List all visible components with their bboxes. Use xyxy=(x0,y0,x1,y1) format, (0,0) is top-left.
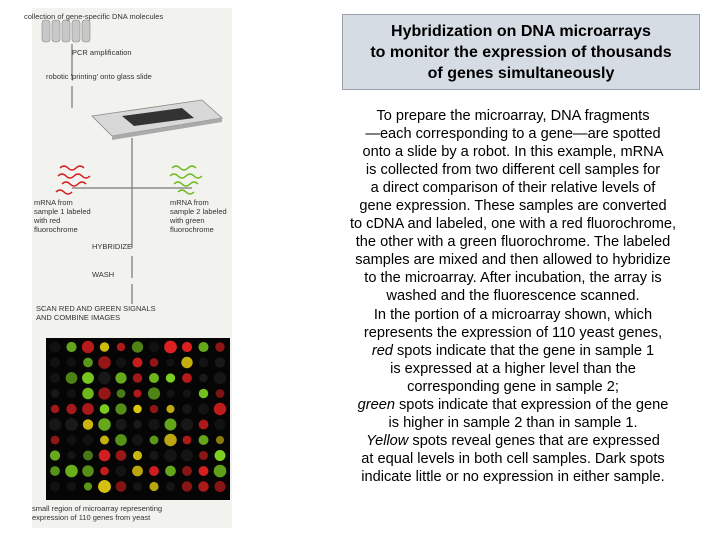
microarray-spot xyxy=(83,435,94,446)
title-line: Hybridization on DNA microarrays xyxy=(391,22,651,40)
body-text-span: To prepare the microarray, DNA fragments xyxy=(376,108,650,124)
microarray-spot xyxy=(132,466,143,477)
body-text-span: indicate little or no expression in either sample. xyxy=(361,468,665,485)
microarray-spot xyxy=(51,389,60,398)
microarray-spot xyxy=(148,419,159,430)
microarray-spot xyxy=(67,482,77,492)
body-text-span: In the portion of a microarray shown, which xyxy=(373,306,653,323)
title-line: of genes simultaneously xyxy=(427,64,615,82)
body-line xyxy=(308,414,718,432)
body-text-span: gene expression. These samples are converted xyxy=(359,198,667,215)
microarray-spot xyxy=(199,466,209,476)
microarray-spot xyxy=(83,451,93,461)
microarray-spot xyxy=(149,373,159,383)
body-line xyxy=(308,233,718,251)
microarray-spot xyxy=(214,481,225,492)
microarray-spot xyxy=(181,357,192,368)
microarray-spot xyxy=(198,404,209,415)
microarray-spot xyxy=(199,420,209,430)
microarray-spot xyxy=(115,434,127,446)
microarray-spot xyxy=(214,372,226,384)
microarray-spot xyxy=(183,389,191,397)
microarray-spot xyxy=(166,389,174,397)
microarray-spot xyxy=(149,451,158,460)
microarray-spot xyxy=(98,356,111,369)
microarray-spot xyxy=(83,419,93,429)
microarray-spot xyxy=(116,481,127,492)
microarray-spot xyxy=(133,373,143,383)
hybridize-label: HYBRIDIZE xyxy=(92,242,133,251)
microarray-spot xyxy=(49,418,62,431)
body-text-span: at equal levels in both cell samples. Dark spots xyxy=(361,450,665,467)
body-line xyxy=(308,360,718,378)
microarray-spot xyxy=(164,341,177,354)
microarray-spot xyxy=(51,405,59,413)
microarray-spot xyxy=(199,358,209,368)
pcr-label: PCR amplification xyxy=(72,48,132,57)
microarray-spot xyxy=(133,405,141,413)
microarray-spot xyxy=(100,467,109,476)
microarray-spot xyxy=(215,450,226,461)
microarray-spot xyxy=(98,387,110,399)
body-line xyxy=(308,342,718,360)
microarray-spot xyxy=(198,342,208,352)
dna-tubes-icon xyxy=(42,20,90,42)
microarray-spot xyxy=(215,357,225,367)
microarray-spot xyxy=(116,357,126,367)
microarray-spot xyxy=(82,388,94,400)
microarray-spot xyxy=(50,342,61,353)
microarray-spot xyxy=(82,372,94,384)
microarray-spot xyxy=(214,419,225,430)
body-line xyxy=(308,287,718,305)
microarray-spot xyxy=(66,404,76,414)
microarray-spot xyxy=(98,480,111,493)
body-text-span: onto a slide by a robot. In this example, mRNA xyxy=(362,144,664,161)
microarray-spot xyxy=(150,436,159,445)
microarray-spot xyxy=(132,357,142,367)
microarray-spot xyxy=(117,389,126,398)
microarray-spot xyxy=(150,358,159,367)
microarray-spot xyxy=(51,436,60,445)
body-text-span: is expressed at a higher level than the xyxy=(390,360,636,377)
scan-label: SCAN RED AND GREEN SIGNALS AND COMBINE IMAGES xyxy=(36,304,156,322)
microarray-spot xyxy=(82,403,94,415)
body-text-span: —each corresponding to a gene—are spotted xyxy=(365,126,661,143)
microarray-spot xyxy=(84,482,92,490)
body-line xyxy=(308,179,718,197)
microarray-spot xyxy=(133,389,141,397)
body-text xyxy=(308,107,718,486)
body-emphasis: green xyxy=(357,396,395,413)
green-mrna-icon xyxy=(170,166,202,194)
body-emphasis: red xyxy=(371,342,393,359)
microarray-spot xyxy=(133,451,142,460)
body-line xyxy=(308,324,718,342)
microarray-spot xyxy=(216,436,224,444)
microarray-spot xyxy=(133,420,141,428)
microarray-spot xyxy=(116,450,127,461)
body-line xyxy=(308,107,718,125)
body-line xyxy=(308,306,718,324)
microarray-spot xyxy=(65,418,78,431)
microarray-spots xyxy=(46,338,230,500)
microarray-spot xyxy=(115,465,126,476)
microarray-spot xyxy=(182,466,192,476)
body-line xyxy=(308,378,718,396)
microarray-spot xyxy=(100,436,109,445)
microarray-spot xyxy=(115,372,126,383)
glass-slide-icon xyxy=(92,100,222,140)
microarray-spot xyxy=(199,374,207,382)
title-line: to monitor the expression of thousands xyxy=(370,43,672,61)
microarray-spot xyxy=(149,482,158,491)
microarray-image xyxy=(46,338,230,500)
microarray-spot xyxy=(82,465,94,477)
body-line xyxy=(308,450,718,468)
body-line xyxy=(308,143,718,161)
microarray-spot xyxy=(82,341,94,353)
microarray-spot xyxy=(67,389,76,398)
red-mrna-icon xyxy=(56,166,90,194)
body-text-span: a direct comparison of their relative levels of xyxy=(370,180,656,197)
figure-caption: small region of microarray representing expression of 110 genes from yeast xyxy=(32,504,163,522)
microarray-spot xyxy=(181,449,193,461)
microarray-spot xyxy=(115,419,126,430)
body-text-span: washed and the fluorescence scanned. xyxy=(386,288,640,305)
microarray-spot xyxy=(50,357,60,367)
robotic-label: robotic 'printing' onto glass slide xyxy=(46,72,152,81)
microarray-spot xyxy=(132,435,143,446)
microarray-spot xyxy=(166,358,174,366)
microarray-spot xyxy=(83,358,93,368)
microarray-spot xyxy=(198,435,208,445)
microarray-spot xyxy=(50,481,60,491)
body-text-span: corresponding gene in sample 2; xyxy=(407,378,619,395)
body-line xyxy=(308,468,718,486)
body-text-span: represents the expression of 110 yeast genes, xyxy=(363,324,663,341)
body-line xyxy=(308,251,718,269)
microarray-spot xyxy=(99,450,111,462)
microarray-spot xyxy=(199,389,208,398)
title-box xyxy=(342,14,700,90)
microarray-spot xyxy=(67,451,76,460)
microarray-spot xyxy=(67,435,77,445)
microarray-spot xyxy=(182,342,192,352)
microarray-spot xyxy=(150,405,158,413)
body-line xyxy=(308,269,718,287)
microarray-spot xyxy=(182,404,192,414)
microarray-spot xyxy=(215,342,224,351)
body-text-span: the other with a green fluorochrome. The labeled xyxy=(355,234,671,251)
body-text-span: spots indicate that the gene in sample 1 xyxy=(392,342,655,359)
microarray-spot xyxy=(214,403,226,415)
microarray-spot xyxy=(67,358,77,368)
microarray-spot xyxy=(100,404,110,414)
body-line xyxy=(308,215,718,233)
microarray-spot xyxy=(148,387,160,399)
microarray-spot xyxy=(132,341,143,352)
microarray-spot xyxy=(100,342,109,351)
collection-label: collection of gene-specific DNA molecules xyxy=(24,12,164,21)
microarray-spot xyxy=(133,482,142,491)
body-line xyxy=(308,161,718,179)
body-text-span: to cDNA and labeled, one with a red fluorochrome, xyxy=(349,216,677,233)
body-text-span: samples are mixed and then allowed to hybridize xyxy=(355,252,671,269)
microarray-spot xyxy=(216,389,225,398)
microarray-spot xyxy=(165,419,177,431)
body-line xyxy=(308,197,718,215)
microarray-spot xyxy=(164,434,176,446)
body-text-span: spots reveal genes that are expressed xyxy=(408,432,660,449)
microarray-spot xyxy=(149,342,159,352)
sample1-label: mRNA from sample 1 labeled with red fluorochrome xyxy=(34,198,91,234)
body-text-span: is higher in sample 2 than in sample 1. xyxy=(388,414,638,431)
microarray-spot xyxy=(166,482,175,491)
microarray-spot xyxy=(66,372,78,384)
microarray-spot xyxy=(65,465,78,478)
body-text-span: spots indicate that expression of the gene xyxy=(394,396,669,413)
microarray-spot xyxy=(50,450,60,460)
microarray-spot xyxy=(181,418,193,430)
microarray-spot xyxy=(98,418,111,431)
wash-label: WASH xyxy=(92,270,115,279)
microarray-spot xyxy=(182,373,192,383)
sample2-label: mRNA from sample 2 labeled with green fluorochrome xyxy=(170,198,227,234)
body-emphasis: Yellow xyxy=(366,432,409,449)
microarray-spot xyxy=(166,405,174,413)
microarray-spot xyxy=(182,481,192,491)
body-line xyxy=(308,432,718,450)
microarray-spot xyxy=(115,403,126,414)
microarray-spot xyxy=(50,466,60,476)
microarray-spot xyxy=(149,466,159,476)
microarray-spot xyxy=(164,449,177,462)
microarray-spot xyxy=(198,481,208,491)
body-text-span: to the microarray. After incubation, the array is xyxy=(364,270,662,287)
microarray-spot xyxy=(166,373,175,382)
microarray-spot xyxy=(199,451,208,460)
microarray-spot xyxy=(98,372,111,385)
microarray-spot xyxy=(66,342,76,352)
microarray-spot xyxy=(50,373,60,383)
microarray-spot xyxy=(165,466,176,477)
microarray-spot xyxy=(183,436,192,445)
body-text-span: is collected from two different cell samples for xyxy=(365,162,661,179)
microarray-spot xyxy=(117,343,125,351)
body-line xyxy=(308,125,718,143)
microarray-spot xyxy=(214,465,227,478)
body-line xyxy=(308,396,718,414)
